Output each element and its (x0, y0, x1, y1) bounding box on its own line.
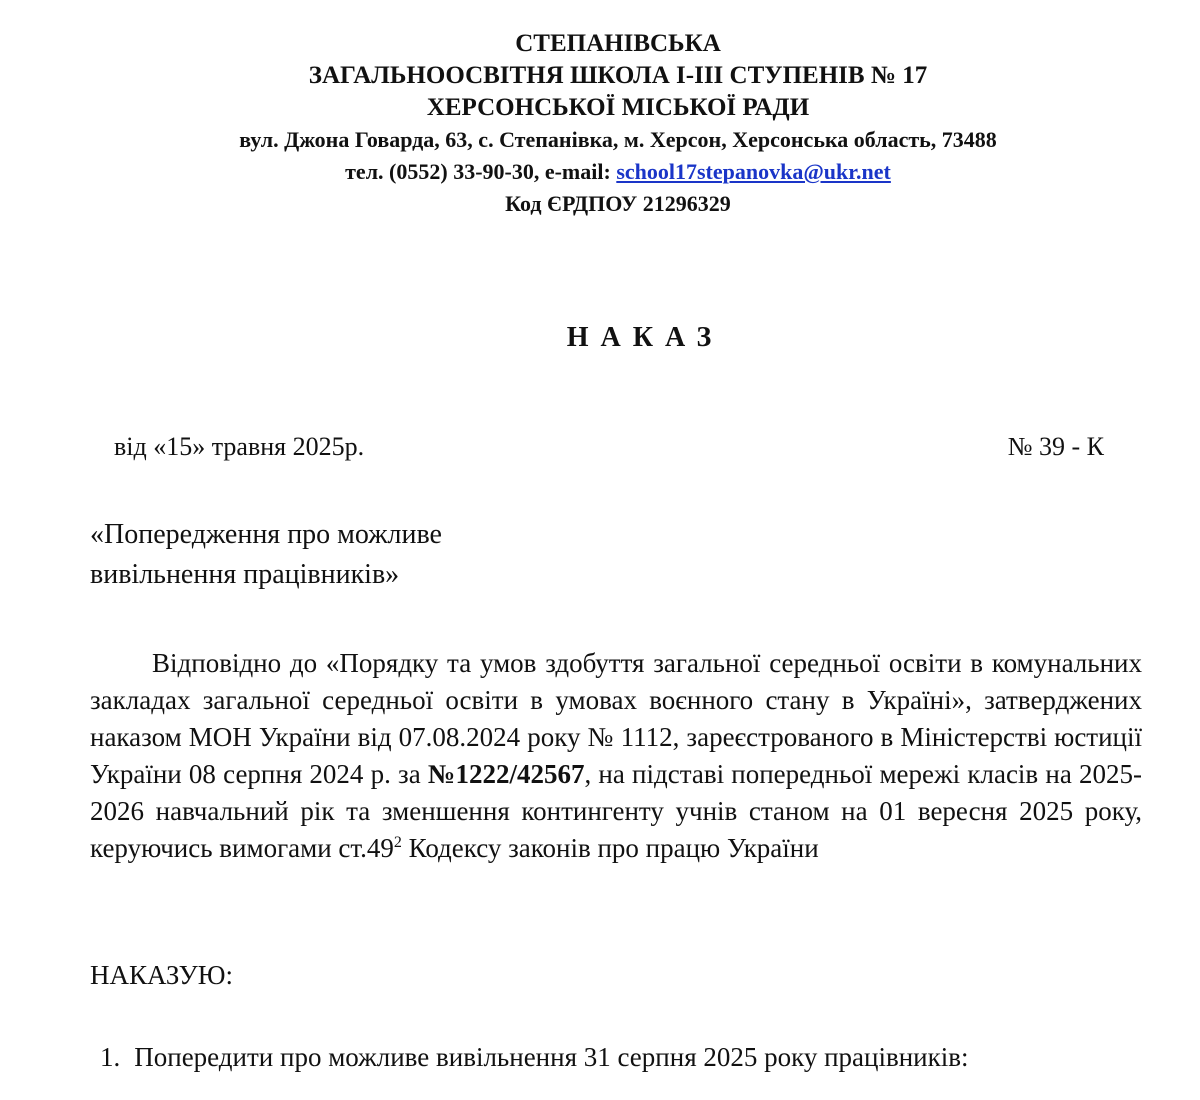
school-name-line2: ЗАГАЛЬНООСВІТНЯ ШКОЛА І-ІІІ СТУПЕНІВ № 17 (308, 62, 928, 89)
list-item (100, 1042, 969, 1073)
list-item-text: Попередити про можливе вивільнення 31 серпня 2025 року працівників: (134, 1042, 969, 1072)
school-name-line3: ХЕРСОНСЬКОЇ МІСЬКОЇ РАДИ (426, 94, 810, 121)
body-reg-number: №1222/42567 (427, 759, 585, 789)
body-part3: Кодексу законів про працю України (401, 833, 819, 863)
subject-line1: «Попередження про можливе (90, 519, 442, 550)
school-address: вул. Джона Говарда, 63, с. Степанівка, м. Херсон, Херсонська область, 73488 (239, 127, 997, 152)
school-contacts (0, 156, 1200, 188)
email-link[interactable]: school17stepanovka@ukr.net (616, 159, 891, 184)
school-header (0, 28, 1200, 220)
order-title: НАКАЗ (566, 322, 724, 353)
body-part2: , на підставі попередньої мережі класів на 2025-2026 навчальний рік та зменшення контингенту учнів станом на 01 вересня 2025 року, керуючись вимогами ст.49 (90, 759, 1142, 863)
order-date: від «15» травня 2025р. (114, 432, 365, 461)
body-part1: Відповідно до «Порядку та умов здобуття загальної середньої освіти в комунальних закладах загальної середньої освіти в умовах воєнного стану в Україні», затверджених наказом МОН України від 07.08.2024 року № 1112, зареєстрованого в Міністерстві юстиції України 08 серпня 2024 р. за (90, 648, 1142, 789)
phone-text: тел. (0552) 33-90-30, e-mail: (345, 159, 617, 184)
order-number: № 39 - К (1007, 432, 1104, 461)
body-superscript: 2 (393, 834, 402, 851)
school-name-line1: СТЕПАНІВСЬКА (515, 30, 721, 57)
order-subject (90, 515, 442, 595)
order-body (90, 645, 1142, 867)
order-date-line (114, 432, 1104, 462)
order-directive: НАКАЗУЮ: (90, 960, 234, 990)
school-code: Код ЄРДПОУ 21296329 (505, 191, 731, 216)
list-item-number: 1. (100, 1042, 121, 1072)
subject-line2: вивільнення працівників» (90, 559, 400, 590)
